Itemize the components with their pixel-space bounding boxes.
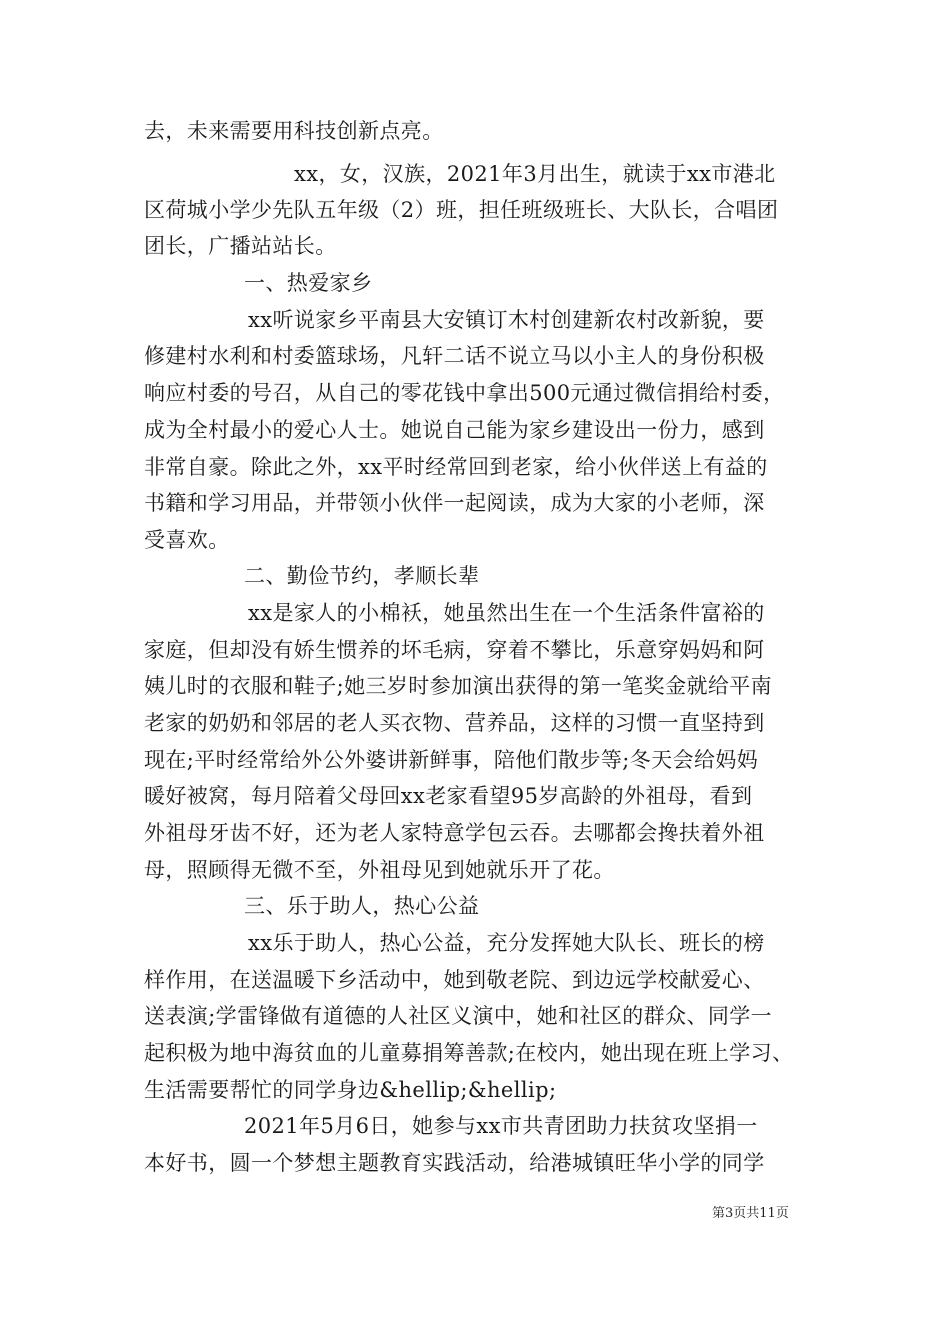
text-line: xx听说家乡平南县大安镇订木村创建新农村改新貌，要 — [248, 308, 765, 332]
section-heading: 二、勤俭节约，孝顺长辈 — [244, 564, 480, 588]
text-line: 外祖母牙齿不好，还为老人家特意学包云吞。去哪都会搀扶着外祖 — [144, 821, 765, 845]
section-heading: 三、乐于助人，热心公益 — [244, 894, 480, 918]
text-line: 送表演;学雷锋做有道德的人社区义演中，她和社区的群众、同学一 — [144, 1004, 773, 1028]
text-line: 家庭，但却没有娇生惯养的坏毛病，穿着不攀比，乐意穿妈妈和阿 — [144, 638, 765, 662]
text-line: 书籍和学习用品，并带领小伙伴一起阅读，成为大家的小老师，深 — [144, 491, 765, 515]
text-line: 姨儿时的衣服和鞋子;她三岁时参加演出获得的第一笔奖金就给平南 — [144, 674, 773, 698]
text-line: 暖好被窝，每月陪着父母回xx老家看望95岁高龄的外祖母，看到 — [144, 784, 753, 808]
text-line: 团长，广播站站长。 — [144, 234, 337, 258]
text-line: 老家的奶奶和邻居的老人买衣物、营养品，这样的习惯一直坚持到 — [144, 711, 765, 735]
section-heading: 一、热爱家乡 — [244, 271, 373, 295]
text-line: 受喜欢。 — [144, 528, 230, 552]
text-line: 起积极为地中海贫血的儿童募捐筹善款;在校内，她出现在班上学习、 — [144, 1041, 794, 1065]
text-line: 成为全村最小的爱心人士。她说自己能为家乡建设出一份力，感到 — [144, 418, 765, 442]
text-line: xx，女，汉族，2021年3月出生，就读于xx市港北 — [294, 162, 776, 186]
page-number: 第3页共11页 — [712, 1206, 789, 1221]
text-line: 生活需要帮忙的同学身边&hellip;&hellip; — [144, 1078, 557, 1102]
text-line: 母，照顾得无微不至，外祖母见到她就乐开了花。 — [144, 858, 615, 882]
text-line: 修建村水利和村委篮球场，凡轩二话不说立马以小主人的身份积极 — [144, 344, 765, 368]
text-line: 响应村委的号召，从自己的零花钱中拿出500元通过微信捐给村委， — [144, 381, 785, 405]
text-line: 区荷城小学少先队五年级（2）班，担任班级班长、大队长，合唱团 — [144, 198, 779, 222]
text-line: 2021年5月6日，她参与xx市共青团助力扶贫攻坚捐一 — [244, 1114, 758, 1138]
text-line: 样作用，在送温暖下乡活动中，她到敬老院、到边远学校献爱心、 — [144, 968, 765, 992]
text-line: 本好书，圆一个梦想主题教育实践活动，给港城镇旺华小学的同学 — [144, 1151, 765, 1175]
text-line: 非常自豪。除此之外，xx平时经常回到老家，给小伙伴送上有益的 — [144, 455, 768, 479]
text-line: xx是家人的小棉袄，她虽然出生在一个生活条件富裕的 — [248, 601, 765, 625]
text-line: 去，未来需要用科技创新点亮。 — [144, 119, 444, 143]
text-line: xx乐于助人，热心公益，充分发挥她大队长、班长的榜 — [248, 931, 765, 955]
text-line: 现在;平时经常给外公外婆讲新鲜事，陪他们散步等;冬天会给妈妈 — [144, 748, 759, 772]
